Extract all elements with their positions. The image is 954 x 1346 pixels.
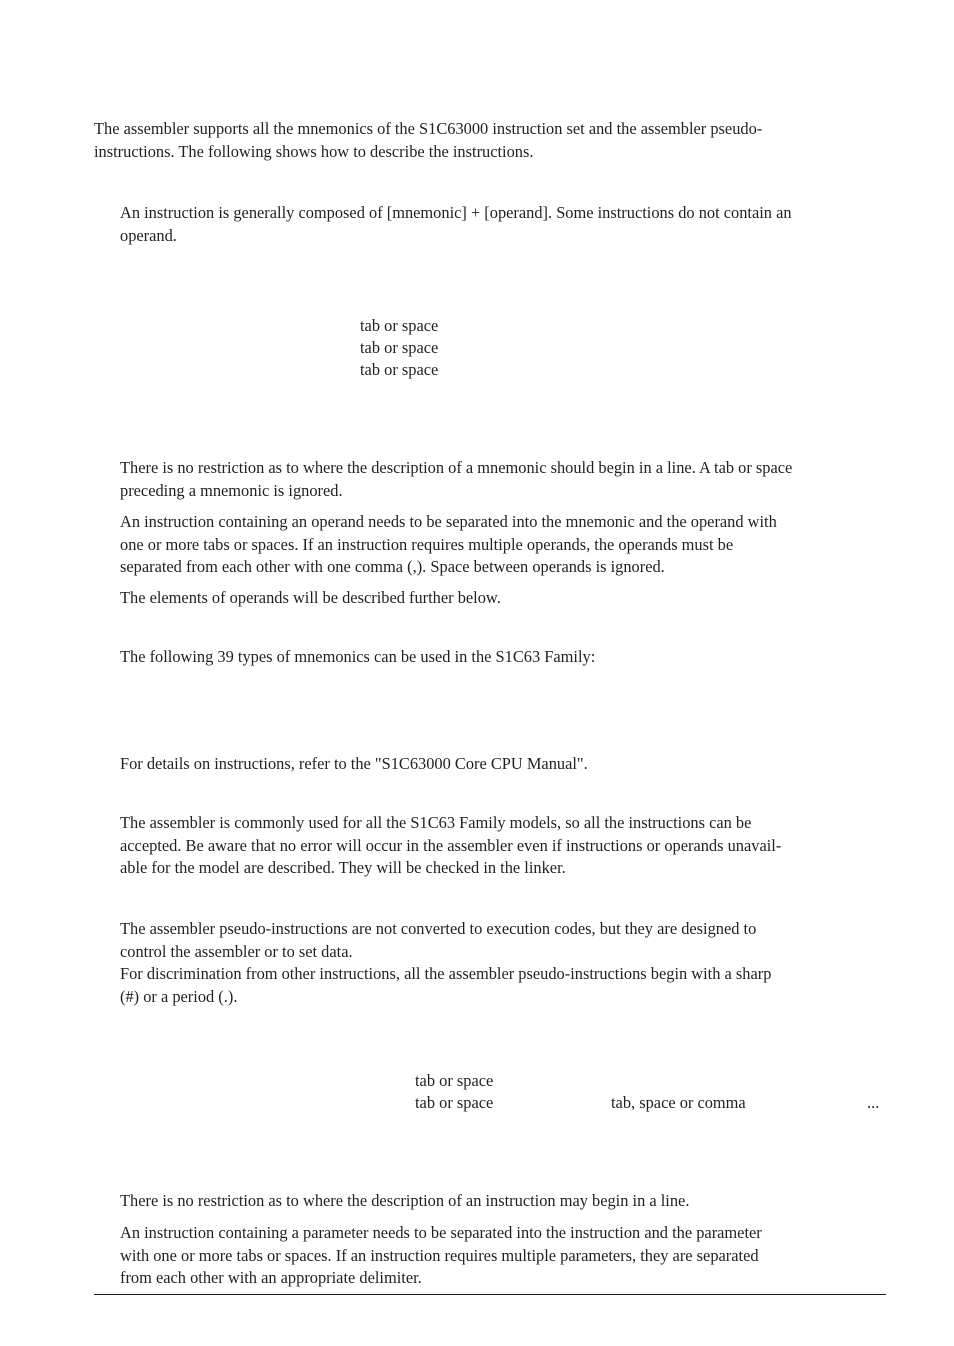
mnemonic-rule-3: The elements of operands will be described further below.	[120, 588, 501, 607]
separator-label: tab or space	[360, 316, 439, 335]
pseudo-rule-1: There is no restriction as to where the description of an instruction may begin in a line.	[120, 1191, 690, 1210]
text-line: operand.	[120, 225, 177, 245]
text-line: An instruction is generally composed of [mnemonic] + [operand]. Some instructions do not contain an	[120, 203, 792, 222]
pseudo-rule-2	[120, 1222, 762, 1290]
mnemonic-rule-1	[120, 457, 792, 502]
text-line: separated from each other with one comma (,). Space between operands is ignored.	[120, 557, 665, 576]
separator-label: tab or space	[415, 1093, 494, 1112]
text-line: able for the model are described. They will be checked in the linker.	[120, 858, 566, 877]
details-reference: For details on instructions, refer to the "S1C63000 Core CPU Manual".	[120, 754, 588, 773]
text-line: An instruction containing a parameter needs to be separated into the instruction and the parameter	[120, 1223, 762, 1242]
ellipsis: ...	[867, 1093, 880, 1112]
separator-label: tab, space or comma	[611, 1093, 746, 1112]
text-line: There is no restriction as to where the description of a mnemonic should begin in a line. A tab or space	[120, 458, 793, 477]
text-line: The assembler supports all the mnemonics of the S1C63000 instruction set and the assembler pseudo-	[94, 119, 763, 138]
text-line: An instruction containing an operand needs to be separated into the mnemonic and the operand with	[120, 512, 777, 531]
text-line: with one or more tabs or spaces. If an instruction requires multiple parameters, they are separated	[120, 1245, 759, 1265]
common-use-paragraph	[120, 812, 781, 880]
separator-label: tab or space	[360, 338, 439, 357]
separator-label: tab or space	[415, 1071, 494, 1090]
text-line: one or more tabs or spaces. If an instruction requires multiple operands, the operands must be	[120, 534, 734, 554]
text-line: from each other with an appropriate delimiter.	[120, 1268, 422, 1287]
mnemonic-rule-2	[120, 511, 777, 579]
mnemonic-types-text: The following 39 types of mnemonics can be used in the S1C63 Family:	[120, 647, 596, 666]
text-line: instructions. The following shows how to describe the instructions.	[94, 141, 534, 161]
text-line: control the assembler or to set data.	[120, 941, 353, 961]
text-line: The assembler pseudo-instructions are not converted to execution codes, but they are designed to	[120, 919, 757, 938]
footer-divider	[94, 1294, 886, 1295]
intro-paragraph	[94, 118, 762, 163]
text-line: accepted. Be aware that no error will occur in the assembler even if instructions or operands unavail-	[120, 835, 782, 855]
composition-paragraph	[120, 202, 792, 247]
text-line: For discrimination from other instructions, all the assembler pseudo-instructions begin with a sharp	[120, 964, 772, 983]
text-line: The assembler is commonly used for all the S1C63 Family models, so all the instructions can be	[120, 813, 752, 832]
separator-label: tab or space	[360, 360, 439, 379]
pseudo-instruction-paragraph	[120, 918, 771, 1008]
text-line: preceding a mnemonic is ignored.	[120, 480, 343, 500]
text-line: (#) or a period (.).	[120, 986, 238, 1006]
